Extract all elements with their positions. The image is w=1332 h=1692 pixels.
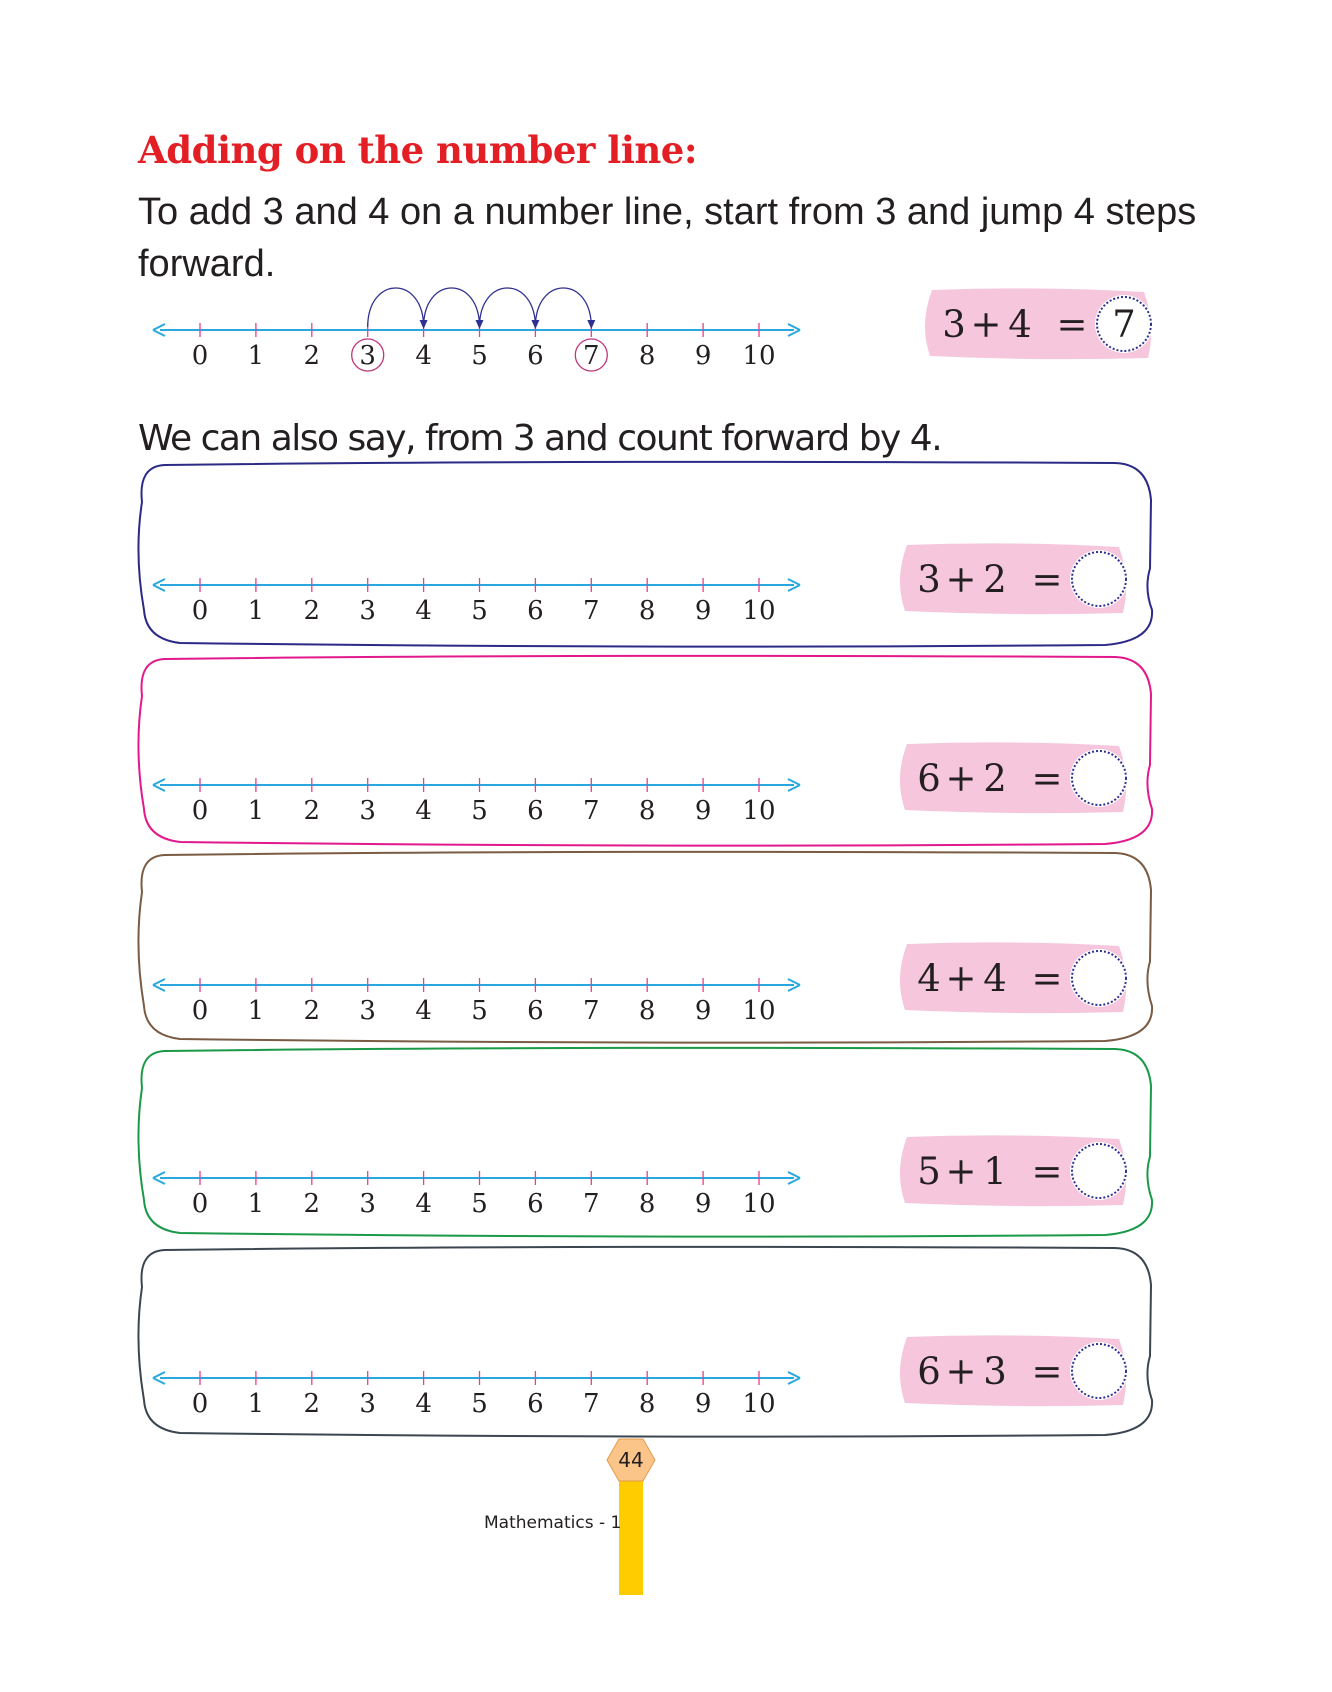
addend-a: 6 <box>917 757 941 800</box>
count-forward-text: We can also say, from 3 and count forward by 4. <box>138 418 942 459</box>
answer-circle-fill <box>1070 550 1128 608</box>
tick-label-4: 4 <box>415 1389 432 1419</box>
exercise-4-equation <box>900 1135 1128 1206</box>
tick-label-10: 10 <box>742 996 776 1026</box>
tick-label-9: 9 <box>694 1189 712 1219</box>
tick-label-5: 5 <box>471 796 488 826</box>
tick-label-0: 0 <box>191 596 209 626</box>
page-number: 44 <box>618 1448 644 1472</box>
tick-label-3: 3 <box>359 596 376 626</box>
tick-label-7: 7 <box>583 1389 600 1419</box>
exercise-3-equation <box>900 942 1128 1013</box>
footer-subject: Mathematics - 1 <box>484 1513 622 1533</box>
tick-label-7: 7 <box>583 996 600 1026</box>
tick-label-2: 2 <box>303 796 321 826</box>
tick-label-8: 8 <box>638 1189 656 1219</box>
addend-b: 4 <box>983 957 1007 1000</box>
tick-label-8: 8 <box>638 996 656 1026</box>
exercise-5 <box>138 1247 1152 1437</box>
answer-circle-fill <box>1070 949 1128 1007</box>
tick-label-3: 3 <box>359 796 376 826</box>
tick-label-5: 5 <box>471 1389 488 1419</box>
tick-label-6: 6 <box>527 996 544 1026</box>
addend-a: 4 <box>917 957 941 1000</box>
exercise-3 <box>138 852 1152 1043</box>
addend-b: 2 <box>983 558 1007 601</box>
equals-sign: = <box>1031 558 1063 601</box>
jump-arc <box>368 288 424 327</box>
jump-arrowhead <box>587 320 595 329</box>
exercise-5-equation <box>900 1335 1128 1406</box>
tick-label-7: 7 <box>583 341 600 371</box>
tick-label-9: 9 <box>694 596 712 626</box>
equals-sign: = <box>1031 957 1063 1000</box>
tick-label-6: 6 <box>527 596 544 626</box>
addend-b: 4 <box>1008 303 1032 346</box>
plus-sign: + <box>945 957 977 1000</box>
tick-label-3: 3 <box>359 341 376 371</box>
tick-label-0: 0 <box>191 1189 209 1219</box>
tick-label-3: 3 <box>359 996 376 1026</box>
answer-circle-fill <box>1070 1142 1128 1200</box>
addend-a: 3 <box>917 558 941 601</box>
tick-label-2: 2 <box>303 1189 321 1219</box>
exercise-1-number-line <box>153 578 800 626</box>
tick-label-0: 0 <box>191 341 209 371</box>
tick-label-6: 6 <box>527 796 544 826</box>
tick-label-8: 8 <box>638 1389 656 1419</box>
tick-label-10: 10 <box>742 796 776 826</box>
plus-sign: + <box>945 1350 977 1393</box>
tick-label-9: 9 <box>694 1389 712 1419</box>
equals-sign: = <box>1056 303 1088 346</box>
tick-label-9: 9 <box>694 341 712 371</box>
tick-label-5: 5 <box>471 341 488 371</box>
tick-label-2: 2 <box>303 596 321 626</box>
plus-sign: + <box>945 1150 977 1193</box>
equals-sign: = <box>1031 757 1063 800</box>
plus-sign: + <box>970 303 1002 346</box>
tick-label-1: 1 <box>247 596 265 626</box>
exercise-1-equation <box>900 543 1128 614</box>
tick-label-8: 8 <box>638 796 656 826</box>
tick-label-8: 8 <box>638 596 656 626</box>
exercise-2-number-line <box>153 778 800 826</box>
addend-a: 6 <box>917 1350 941 1393</box>
tick-label-9: 9 <box>694 796 712 826</box>
addend-b: 2 <box>983 757 1007 800</box>
example-equation <box>925 288 1153 359</box>
answer-circle-fill <box>1070 1342 1128 1400</box>
tick-label-1: 1 <box>247 1389 265 1419</box>
exercise-4 <box>138 1048 1152 1237</box>
exercise-1 <box>138 462 1152 647</box>
tick-label-7: 7 <box>583 796 600 826</box>
addend-a: 3 <box>942 303 966 346</box>
tick-label-6: 6 <box>527 341 544 371</box>
tick-label-6: 6 <box>527 1189 544 1219</box>
tick-label-1: 1 <box>247 1189 265 1219</box>
tick-label-3: 3 <box>359 1189 376 1219</box>
tick-label-10: 10 <box>742 596 776 626</box>
tick-label-2: 2 <box>303 996 321 1026</box>
tick-label-4: 4 <box>415 996 432 1026</box>
addend-b: 3 <box>983 1350 1007 1393</box>
answer-value: 7 <box>1112 303 1136 346</box>
tick-label-4: 4 <box>415 341 432 371</box>
plus-sign: + <box>945 757 977 800</box>
example-number-line <box>153 323 800 371</box>
tick-label-1: 1 <box>247 341 265 371</box>
tick-label-10: 10 <box>742 341 776 371</box>
tick-label-0: 0 <box>191 1389 209 1419</box>
exercise-3-number-line <box>153 978 800 1026</box>
tick-label-5: 5 <box>471 1189 488 1219</box>
tick-label-4: 4 <box>415 796 432 826</box>
exercise-2-equation <box>900 742 1128 813</box>
addend-a: 5 <box>917 1150 941 1193</box>
tick-label-5: 5 <box>471 596 488 626</box>
example-block <box>153 288 1153 371</box>
exercise-5-number-line <box>153 1371 800 1419</box>
tick-label-2: 2 <box>303 341 321 371</box>
tick-label-5: 5 <box>471 996 488 1026</box>
jump-arc <box>424 288 480 327</box>
jump-arc <box>480 288 536 327</box>
exercise-2 <box>138 656 1152 846</box>
tick-label-3: 3 <box>359 1389 376 1419</box>
tick-label-7: 7 <box>583 1189 600 1219</box>
plus-sign: + <box>945 558 977 601</box>
equals-sign: = <box>1031 1350 1063 1393</box>
jump-arc <box>535 288 591 327</box>
tick-label-4: 4 <box>415 1189 432 1219</box>
section-heading: Adding on the number line: <box>138 128 697 172</box>
tick-label-1: 1 <box>247 996 265 1026</box>
addend-b: 1 <box>983 1150 1007 1193</box>
equals-sign: = <box>1031 1150 1063 1193</box>
tick-label-9: 9 <box>694 996 712 1026</box>
tick-label-10: 10 <box>742 1389 776 1419</box>
tick-label-4: 4 <box>415 596 432 626</box>
answer-circle-fill <box>1070 749 1128 807</box>
tick-label-1: 1 <box>247 796 265 826</box>
footer-bar <box>619 1480 643 1595</box>
tick-label-8: 8 <box>638 341 656 371</box>
tick-label-7: 7 <box>583 596 600 626</box>
tick-label-2: 2 <box>303 1389 321 1419</box>
intro-text: To add 3 and 4 on a number line, start from 3 and jump 4 steps forward. <box>138 191 1197 285</box>
exercise-4-number-line <box>153 1171 800 1219</box>
tick-label-0: 0 <box>191 996 209 1026</box>
tick-label-6: 6 <box>527 1389 544 1419</box>
tick-label-10: 10 <box>742 1189 776 1219</box>
tick-label-0: 0 <box>191 796 209 826</box>
